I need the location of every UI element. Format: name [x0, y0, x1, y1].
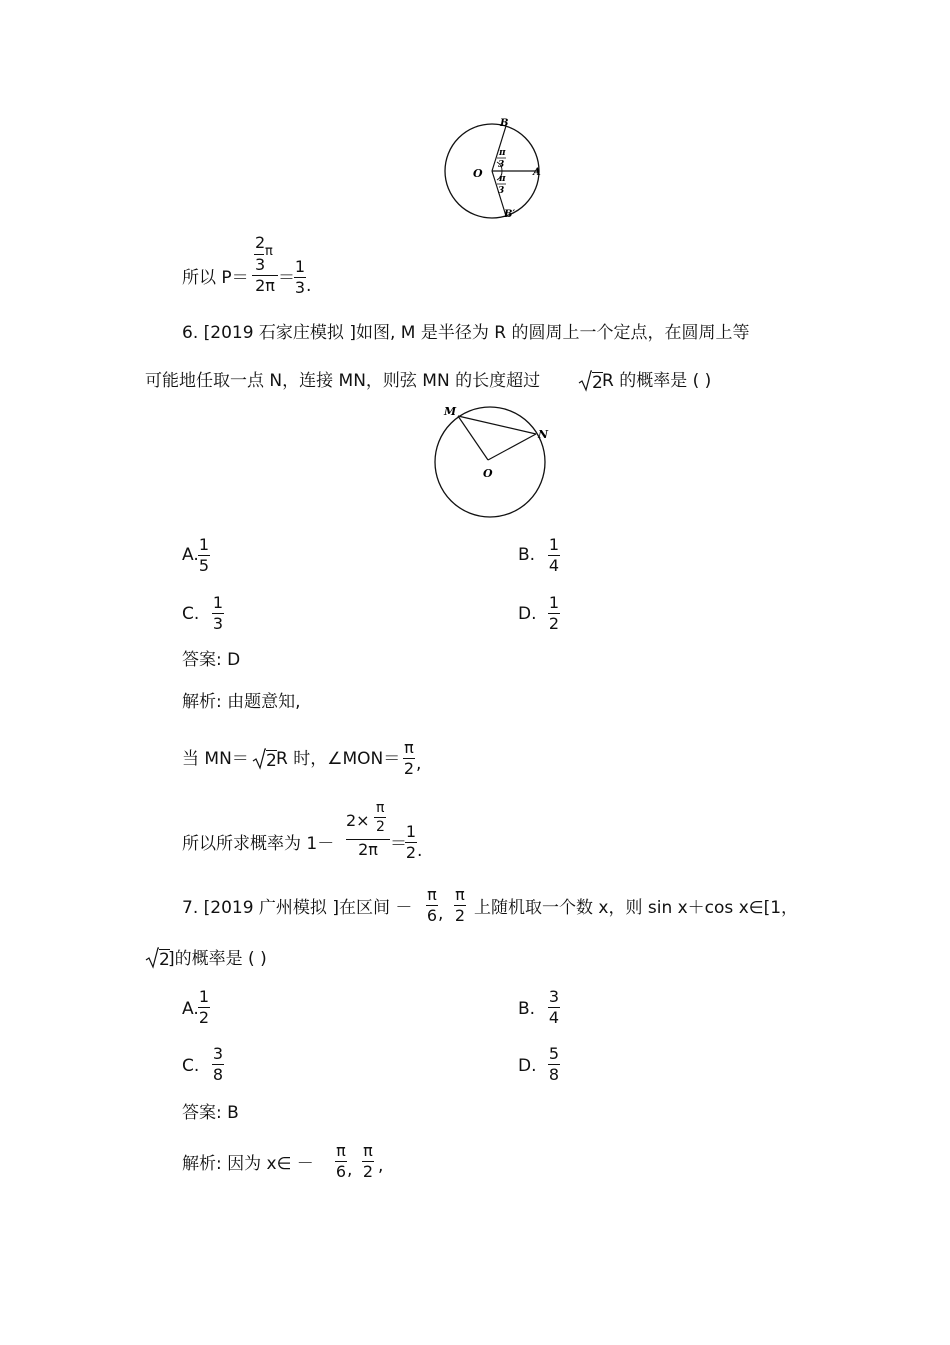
q6-line2b: R 的概率是 ( ) [602, 371, 712, 391]
label-O: O [473, 167, 483, 180]
svg-text:3: 3 [498, 160, 505, 170]
angle-fraction: π 2 [403, 738, 415, 778]
q6-sqrt: 2 [578, 370, 603, 392]
q7-analysis: 解析: 因为 x∈ － [182, 1154, 314, 1174]
label-O: O [483, 467, 493, 480]
q6-line2a: 可能地任取一点 N，连接 MN，则弦 MN 的长度超过 [145, 371, 541, 391]
svg-text:3: 3 [498, 186, 505, 196]
angle-circle-figure [440, 115, 550, 225]
label-B: B [500, 118, 509, 129]
svg-text:π: π [499, 174, 506, 184]
label-N: N [538, 428, 549, 441]
q7-line1b: 上随机取一个数 x，则 sin x＋cos x∈[1， [474, 898, 799, 918]
q6-analysis: 解析: 由题意知, [182, 692, 301, 712]
label-B-prime: B′ [504, 209, 516, 220]
svg-text:π: π [499, 148, 506, 158]
q7-line2: ]的概率是 ( ) [168, 949, 267, 969]
q7-sqrt: 2 [145, 947, 170, 969]
chord-circle-figure [428, 400, 553, 525]
q7-answer: 答案: B [182, 1103, 239, 1123]
p-fraction: 2 π 3 2π [252, 235, 278, 294]
label-A: A [533, 167, 541, 178]
q6-line1: 6. [2019 石家庄模拟 ]如图, M 是半径为 R 的圆周上一个定点，在圆周上等 [182, 323, 750, 343]
q6-answer: 答案: D [182, 650, 241, 670]
line1-prefix: 所以 P＝ [182, 268, 249, 288]
label-M: M [444, 405, 457, 418]
result-fraction: 2× π 2 2π [346, 801, 390, 858]
q7-line1a: 7. [2019 广州模拟 ]在区间 － [182, 898, 413, 918]
p-result-fraction: 1 3 [294, 257, 306, 297]
